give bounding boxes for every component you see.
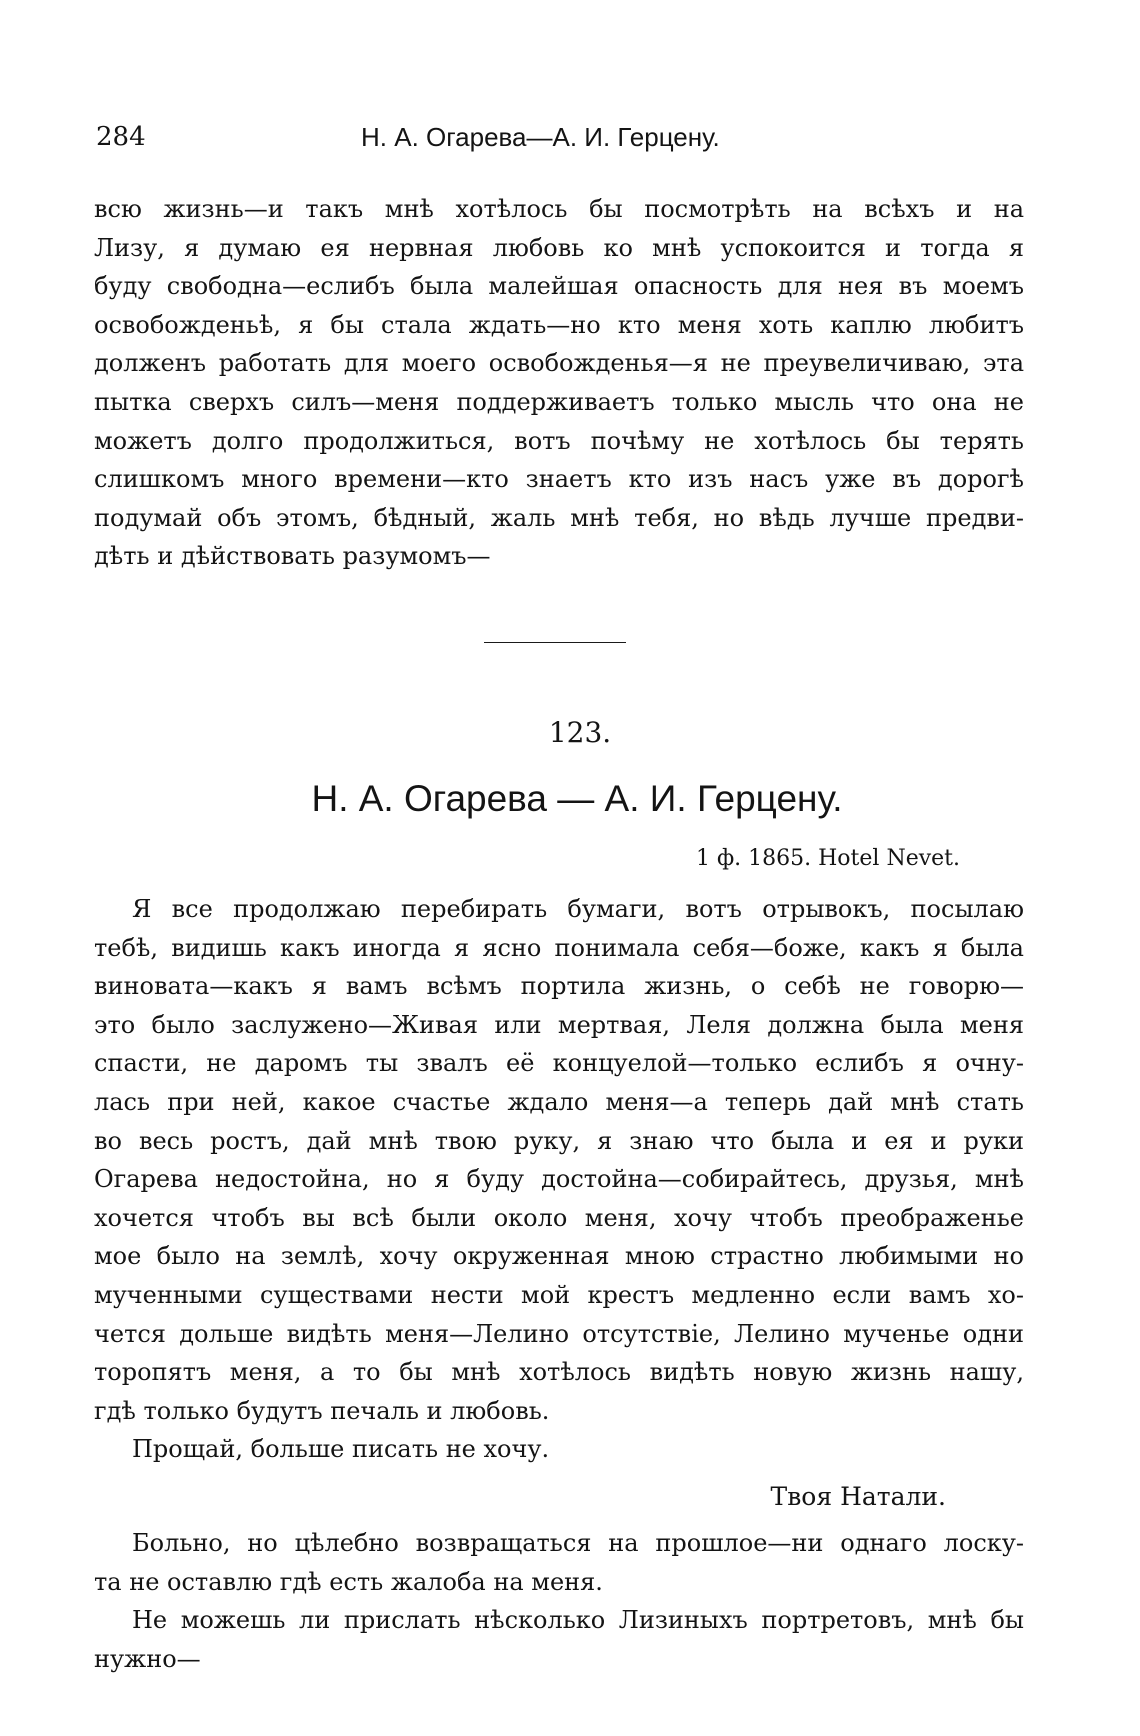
previous-letter-ending bbox=[94, 190, 1024, 576]
letter-title: Н. А. Огарева — А. И. Герцену. bbox=[311, 778, 843, 819]
text-line: та не оставлю гдѣ есть жалоба на меня. bbox=[94, 1567, 603, 1596]
text-line: мученными существами нести мой крестъ медленно если вамъ хо- bbox=[94, 1280, 1024, 1309]
text-line: чется дольше видѣть меня—Лелино отсутствіе, Лелино мученье одни bbox=[94, 1319, 1024, 1348]
text-line: гдѣ только будутъ печаль и любовь. bbox=[94, 1396, 550, 1425]
text-line: нужно— bbox=[94, 1644, 201, 1673]
farewell-line: Прощай, больше писать не хочу. bbox=[132, 1435, 550, 1464]
text-line: виновата—какъ я вамъ всѣмъ портила жизнь, о себѣ не говорю— bbox=[94, 972, 1024, 1001]
letter-date-place: 1 ф. 1865. Hotel Nevet. bbox=[695, 846, 960, 871]
text-line: Я все продолжаю перебирать бумаги, вотъ отрывокъ, посылаю bbox=[132, 895, 1024, 923]
text-line: мое было на землѣ, хочу окруженная мною страстно любимыми но bbox=[94, 1242, 1024, 1271]
text-line: Не можешь ли прислать нѣсколько Лизиныхъ портретовъ, мнѣ бы bbox=[132, 1606, 1024, 1635]
text-line: торопятъ меня, а то бы мнѣ хотѣлось видѣть новую жизнь нашу, bbox=[94, 1358, 1024, 1387]
text-line: Огарева недостойна, но я буду достойна—собирайтесь, друзья, мнѣ bbox=[94, 1165, 1024, 1194]
text-line: пытка сверхъ силъ—меня поддерживаетъ только мысль что она не bbox=[94, 387, 1024, 416]
text-line: долженъ работать для моего освобожденья—я не преувеличиваю, эта bbox=[94, 349, 1024, 378]
page-number: 284 bbox=[96, 122, 146, 152]
text-line: лась при ней, какое счастье ждало меня—а теперь дай мнѣ стать bbox=[94, 1087, 1024, 1116]
postscript bbox=[94, 1524, 1024, 1678]
text-line: буду свободна—еслибъ была малейшая опасность для нея въ моемъ bbox=[94, 272, 1024, 301]
text-line: хочется чтобъ вы всѣ были около меня, хочу чтобъ преображенье bbox=[94, 1203, 1024, 1232]
text-line: Больно, но цѣлебно возвращаться на прошлое—ни однаго лоску- bbox=[132, 1529, 1024, 1557]
text-line: всю жизнь—и такъ мнѣ хотѣлось бы посмотрѣть на всѣхъ и на bbox=[94, 195, 1024, 223]
text-line: освобожденьѣ, я бы стала ждать—но кто меня хоть каплю любитъ bbox=[94, 310, 1024, 339]
text-line: дѣть и дѣйствовать разумомъ— bbox=[94, 542, 491, 571]
section-separator-rule bbox=[484, 642, 626, 643]
text-line: подумай объ этомъ, бѣдный, жаль мнѣ тебя, но вѣдь лучше предви- bbox=[94, 503, 1024, 532]
letter-number: 123. bbox=[548, 716, 612, 749]
running-head bbox=[96, 122, 1018, 162]
text-line: это было заслужено—Живая или мертвая, Леля должна была меня bbox=[94, 1010, 1024, 1039]
signature: Твоя Натали. bbox=[770, 1482, 946, 1511]
text-line: спасти, не даромъ ты звалъ её концуелой—только еслибъ я очну- bbox=[94, 1049, 1024, 1078]
text-line: можетъ долго продолжиться, вотъ почѣму не хотѣлось бы терять bbox=[94, 426, 1024, 455]
text-line: слишкомъ много времени—кто знаетъ кто изъ насъ уже въ дорогѣ bbox=[94, 465, 1024, 494]
text-line: Лизу, я думаю ея нервная любовь ко мнѣ успокоится и тогда я bbox=[94, 233, 1024, 262]
text-line: тебѣ, видишь какъ иногда я ясно понимала себя—боже, какъ я была bbox=[94, 933, 1024, 962]
running-head-title: Н. А. Огарева—А. И. Герцену. bbox=[361, 122, 720, 152]
letter-body bbox=[94, 890, 1024, 1469]
text-line: во весь ростъ, дай мнѣ твою руку, я знаю что была и ея и руки bbox=[94, 1126, 1024, 1155]
